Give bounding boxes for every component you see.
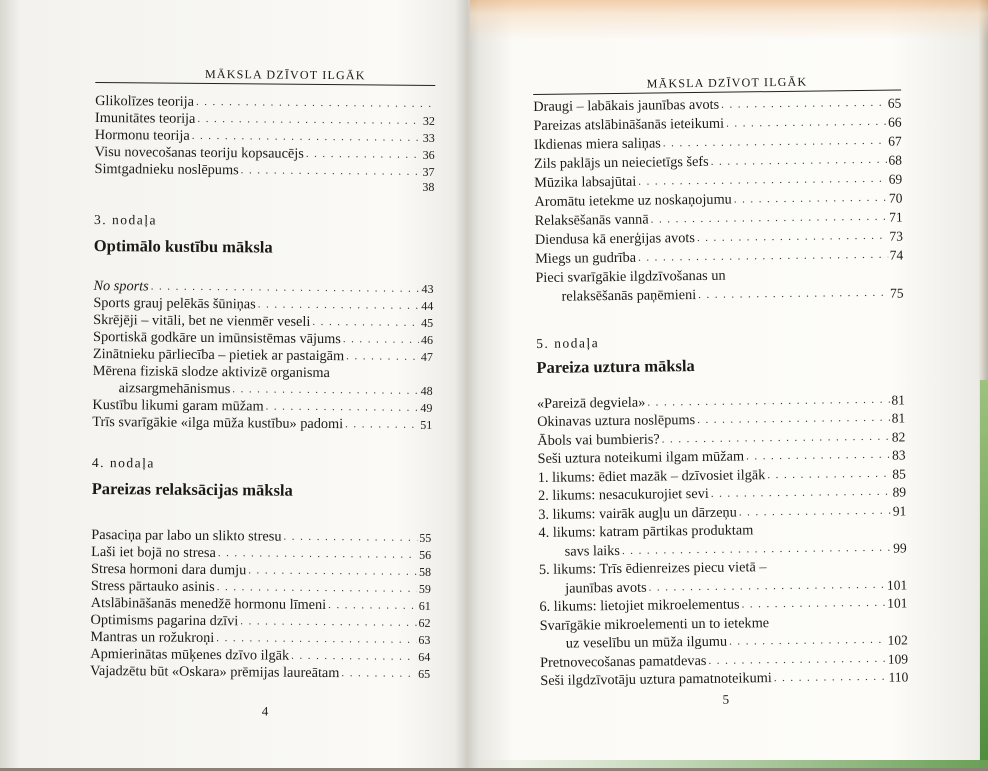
toc-entry: Svarīgākie mikroelementi un to ietekme (539, 614, 770, 634)
toc-entry: Seši ilgdzīvotāju uztura pamatnoteikumi . . . 110 (540, 667, 908, 690)
toc-entry: Sportiskā godkāre un imūnsistēmas vājums . . . 46 (93, 329, 433, 349)
toc-entry: 5. likums: Trīs ēdienreizes piecu vietā – (538, 559, 767, 578)
toc-entry: Okinavas uztura noslēpums . . . 81 (537, 408, 905, 431)
toc-entry: aizsargmehānismus . . . 48 (93, 380, 433, 400)
toc-entry: 6. likums: lietojiet mikroelementus . . . 101 (539, 593, 907, 616)
toc-entry: Pretnovecošanas pamatdevas . . . 109 (540, 648, 908, 671)
toc-entry: Miegs un gudrība . . . 74 (535, 244, 903, 267)
toc-entry: Hormonu teorija . . . 33 (95, 127, 435, 147)
toc-entry: Pieci svarīgākie ilgdzīvošanas un (535, 267, 726, 286)
toc-entry: Skrējēji – vitāli, bet ne vienmēr veseli . . . 45 (93, 312, 433, 332)
toc-entry: jaunības avots . . . 101 (539, 574, 907, 597)
toc-entry: 2. likums: nesacukurojiet sevi . . . 89 (538, 482, 906, 505)
toc-list (90, 527, 431, 683)
toc-entry: Apmierinātas mūķenes dzīvo ilgāk . . . 64 (90, 646, 430, 666)
toc-entry: Stress pārtauko asinis . . . 59 (91, 578, 431, 598)
toc-entry: Pareizas atslābināšanās ieteikumi . . . 66 (533, 111, 901, 134)
cover-edge-right (980, 380, 988, 768)
toc-entry: relaksēšanās paņēmieni . . . 75 (536, 282, 904, 305)
page-number: 5 (722, 691, 730, 707)
toc-entry: Mūzika labsajūtai . . . 69 (534, 168, 902, 191)
header-rule (95, 82, 435, 86)
toc-entry: 4. likums: katram pārtikas produktam (538, 522, 754, 541)
toc-entry: Visu novecošanas teoriju kopsaucējs . . . 36 (95, 144, 435, 164)
toc-entry: 38 (422, 179, 435, 194)
toc-entry: Zinātnieku pārliecība – pietiek ar pastaigām . . . 47 (93, 346, 433, 366)
toc-entry: Laši iet bojā no stresa . . . 56 (91, 544, 431, 564)
toc-entry: Simtgadnieku noslēpums . . . 37 (94, 161, 434, 181)
right-page (532, 0, 909, 768)
running-header: MĀKSLA DZĪVOT ILGĀK (205, 66, 366, 83)
running-header: MĀKSLA DZĪVOT ILGĀK (646, 74, 808, 91)
toc-entry: Ikdienas miera saliņas . . . 67 (534, 130, 902, 153)
toc-entry: Optimisms pagarina dzīvi . . . 62 (91, 612, 431, 632)
toc-list (533, 92, 904, 305)
toc-entry: uz veselību un mūža ilgumu . . . 102 (540, 630, 908, 653)
toc-entry: savs laiks . . . 99 (539, 537, 907, 560)
toc-entry: Glikolīzes teorija . . . (95, 93, 435, 113)
toc-entry: Trīs svarīgākie «ilga mūža kustību» padomi . . . 51 (92, 414, 432, 434)
toc-entry: Imunitātes teorija . . . 32 (95, 110, 435, 130)
toc-entry: Kustību likumi garam mūžam . . . 49 (92, 397, 432, 417)
toc-entry: «Pareizā degviela» . . . 81 (537, 389, 905, 412)
toc-entry: Atslābināšanās menedžē hormonu līmeni . . . 61 (91, 595, 431, 615)
toc-entry: Ābols vai bumbieris? . . . 82 (537, 426, 905, 449)
toc-entry: Aromātu ietekme uz noskaņojumu . . . 70 (534, 187, 902, 210)
toc-entry: Relaksēšanās vannā . . . 71 (535, 206, 903, 229)
left-page (89, 0, 436, 771)
toc-entry: Zils paklājs un neiecietīgs šefs . . . 68 (534, 149, 902, 172)
chapter-label: 3. nodaļa (94, 211, 158, 228)
toc-entry: 1. likums: ēdiet mazāk – dzīvosiet ilgāk . . . 85 (538, 463, 906, 486)
toc-entry: Vajadzētu būt «Oskara» prēmijas laureātam . . . 65 (90, 663, 430, 683)
toc-entry: Stresa hormoni dara dumju . . . 58 (91, 561, 431, 581)
toc-list (94, 93, 435, 193)
chapter-label: 4. nodaļa (91, 454, 156, 471)
page-number: 4 (261, 703, 269, 719)
toc-entry: No sports . . . 43 (93, 278, 433, 298)
chapter-title: Pareizas relaksācijas māksla (91, 478, 293, 500)
toc-list (92, 278, 433, 434)
chapter-title: Pareiza uztura māksla (536, 356, 695, 377)
toc-entry: Sports grauj pelēkās šūniņas . . . 44 (93, 295, 433, 315)
toc-list (537, 389, 909, 689)
toc-entry: Mantras un rožukroņi . . . 63 (90, 629, 430, 649)
chapter-title: Optimālo kustību māksla (93, 235, 273, 257)
toc-entry: 3. likums: vairāk augļu un dārzeņu . . . 91 (538, 500, 906, 523)
toc-entry: Pasaciņa par labo un slikto stresu . . . 55 (91, 527, 431, 547)
toc-entry: Mērena fiziskā slodze aktivizē organisma (92, 362, 330, 382)
toc-entry: Seši uztura noteikumi ilgam mūžam . . . 83 (537, 445, 905, 468)
toc-entry: Draugi – labākais jaunības avots . . . 65 (533, 92, 901, 115)
chapter-label: 5. nodaļa (536, 335, 600, 351)
toc-entry: Diendusa kā enerģijas avots . . . 73 (535, 225, 903, 248)
